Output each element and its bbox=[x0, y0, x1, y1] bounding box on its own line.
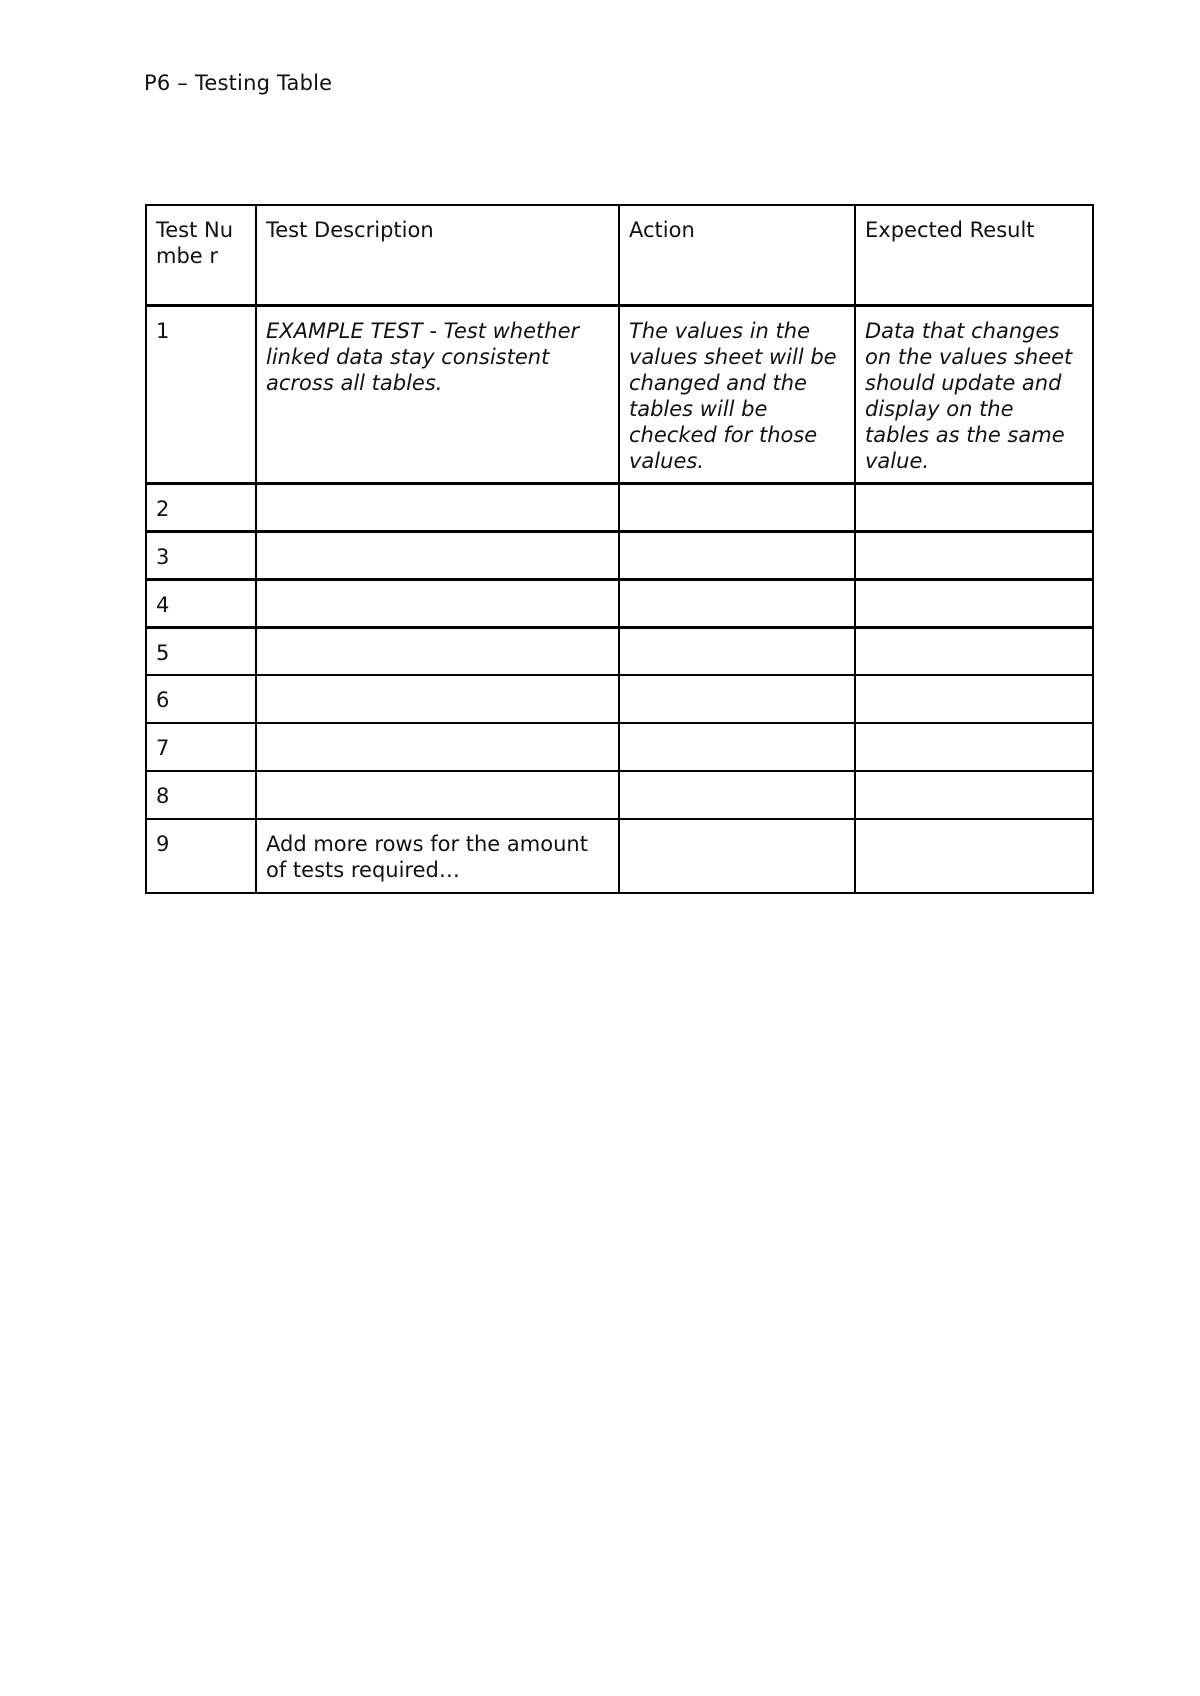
cell-test-description bbox=[256, 483, 619, 531]
cell-test-description bbox=[256, 675, 619, 723]
cell-action bbox=[619, 771, 855, 819]
cell-test-number: 9 bbox=[146, 819, 256, 893]
cell-action bbox=[619, 531, 855, 579]
cell-test-description bbox=[256, 723, 619, 771]
table-row bbox=[146, 305, 1093, 483]
cell-action bbox=[619, 819, 855, 893]
cell-test-description bbox=[256, 771, 619, 819]
table-row bbox=[146, 579, 1093, 627]
table-row bbox=[146, 771, 1093, 819]
cell-test-description: Add more rows for the amount of tests required… bbox=[256, 819, 619, 893]
cell-expected-result bbox=[855, 579, 1093, 627]
table-row bbox=[146, 675, 1093, 723]
cell-expected-result bbox=[855, 627, 1093, 675]
cell-test-number: 7 bbox=[146, 723, 256, 771]
table-body bbox=[146, 305, 1093, 893]
cell-test-description bbox=[256, 531, 619, 579]
table-row bbox=[146, 627, 1093, 675]
cell-test-description bbox=[256, 627, 619, 675]
table-header bbox=[146, 205, 1093, 305]
table-row bbox=[146, 531, 1093, 579]
cell-expected-result bbox=[855, 819, 1093, 893]
cell-action: The values in the values sheet will be changed and the tables will be checked for those values. bbox=[619, 305, 855, 483]
cell-action bbox=[619, 579, 855, 627]
cell-action bbox=[619, 675, 855, 723]
cell-test-number: 3 bbox=[146, 531, 256, 579]
cell-expected-result bbox=[855, 675, 1093, 723]
header-test-description: Test Description bbox=[256, 205, 619, 305]
cell-test-number: 6 bbox=[146, 675, 256, 723]
cell-test-number: 8 bbox=[146, 771, 256, 819]
cell-action bbox=[619, 627, 855, 675]
cell-test-number: 1 bbox=[146, 305, 256, 483]
page-title: P6 – Testing Table bbox=[144, 71, 333, 95]
cell-expected-result: Data that changes on the values sheet should update and display on the tables as the same value. bbox=[855, 305, 1093, 483]
cell-test-number: 5 bbox=[146, 627, 256, 675]
testing-table bbox=[145, 204, 1094, 894]
cell-expected-result bbox=[855, 771, 1093, 819]
table-row bbox=[146, 723, 1093, 771]
header-test-number: Test Numbe r bbox=[146, 205, 256, 305]
cell-action bbox=[619, 723, 855, 771]
cell-action bbox=[619, 483, 855, 531]
header-row bbox=[146, 205, 1093, 305]
cell-test-description: EXAMPLE TEST - Test whether linked data stay consistent across all tables. bbox=[256, 305, 619, 483]
header-expected-result: Expected Result bbox=[855, 205, 1093, 305]
cell-expected-result bbox=[855, 723, 1093, 771]
cell-test-description bbox=[256, 579, 619, 627]
cell-expected-result bbox=[855, 483, 1093, 531]
cell-expected-result bbox=[855, 531, 1093, 579]
cell-test-number: 4 bbox=[146, 579, 256, 627]
table-row bbox=[146, 483, 1093, 531]
table-row bbox=[146, 819, 1093, 893]
cell-test-number: 2 bbox=[146, 483, 256, 531]
header-action: Action bbox=[619, 205, 855, 305]
